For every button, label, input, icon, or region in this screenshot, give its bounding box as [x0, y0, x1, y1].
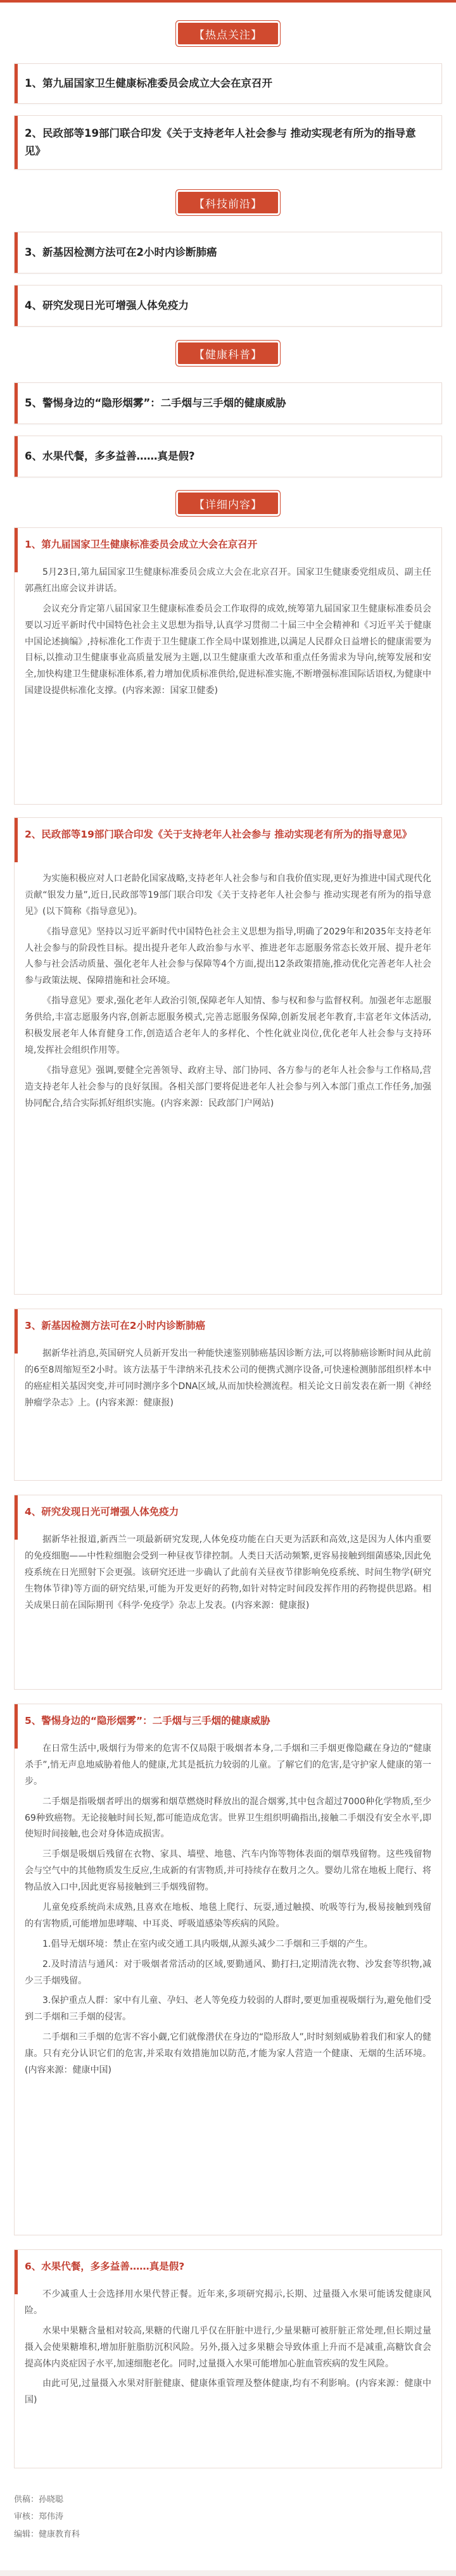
article-accent-bar: [15, 1309, 18, 1354]
toc-accent-bar: [15, 383, 18, 424]
article-paragraph: 为实施积极应对人口老龄化国家战略,支持老年人社会参与和自我价值实现,更好为推进中国式现代化贡献“银发力量”,近日,民政部等19部门联合印发《关于支持老年人社会参与 推动实现老有所为的指导意见》(以下简称《指导意见》)。: [25, 874, 431, 917]
article-paragraph: 《指导意见》坚持以习近平新时代中国特色社会主义思想为指导,明确了2029年和2035年支持老年人社会参与的阶段性目标。提出提升老年人政治参与水平、推进老年志愿服务常态长效开展、提升老年人参与社会活动质量、强化老年人社会参与保障等4个方面,提出12条政策措施,推动优化完善老年人社会参与政策法规、保障措施和社会环境。: [25, 926, 431, 986]
article-paragraph: 3.保护重点人群：家中有儿童、孕妇、老人等免疫力较弱的人群时,要更加重视吸烟行为,避免他们受到二手烟和三手烟的侵害。: [25, 1995, 431, 2023]
article-paragraph: 据新华社报道,新西兰一项最新研究发现,人体免疫功能在白天更为活跃和高效,这是因为人体内重要的免疫细胞——中性粒细胞会受到一种昼夜节律控制。人类日天活动频繁,更容易接触到细菌感染,因此免疫系统在日光照射下会更强。该研究还进一步确认了此前有关昼夜节律影响免疫系统、时间生物学(研究生物体节律)等方面的研究结果,可能为开发更好的药物,如针对特定时间段发挥作用的药物提供思路。相关成果日前在国际期刊《科学·免疫学》杂志上发表。(内容来源：健康报): [25, 1535, 431, 1611]
article-body: [25, 871, 431, 1115]
footer-credits: [14, 2491, 80, 2543]
article-paragraph: 2.及时清洁与通风：对于吸烟者常活动的区域,要勤通风、勤打扫,定期清洗衣物、沙发套等织物,减少三手烟残留。: [25, 1959, 431, 1986]
article-paragraph: 在日常生活中,吸烟行为带来的危害不仅局限于吸烟者本身,二手烟和三手烟更像隐藏在身边的“健康杀手”,悄无声息地威胁着他人的健康,尤其是抵抗力较弱的儿童。了解它们的危害,是守护家人健康的第一步。: [25, 1744, 431, 1787]
article-body: [25, 2287, 431, 2413]
article-title: 6、水果代餐，多多益善……真是假?: [25, 2261, 185, 2272]
article-card: [14, 817, 442, 1295]
article-card: [14, 1309, 442, 1481]
toc-item-label: 2、民政部等19部门联合印发《关于支持老年人社会参与 推动实现老有所为的指导意见》: [25, 127, 416, 157]
article-body: [25, 1532, 431, 1618]
footer-publisher: 编辑：健康教育科: [14, 2529, 80, 2539]
article-accent-bar: [15, 1704, 18, 1749]
article-accent-bar: [15, 1495, 18, 1540]
article-paragraph: 水果中果糖含量相对较高,果糖的代谢几乎仅在肝脏中进行,少量果糖可被肝脏正常处理,但长期过量摄入会使果糖堆积,增加肝脏脂肪沉积风险。另外,摄入过多果糖会导致体重上升而不是减重,高糖饮食会提高体内炎症因子水平,加速细胞老化。同时,过量摄入水果可能增加心脏血管疾病的发生风险。: [25, 2325, 431, 2369]
toc-item[interactable]: [14, 232, 442, 273]
toc-item-label: 4、研究发现日光可增强人体免疫力: [25, 299, 189, 311]
article-title: 1、第九届国家卫生健康标准委员会成立大会在京召开: [25, 539, 258, 550]
article-paragraph: 5月23日,第九届国家卫生健康标准委员会成立大会在北京召开。国家卫生健康委党组成员、副主任郭燕红出席会议并讲话。: [25, 567, 431, 594]
toc-item-label: 6、水果代餐，多多益善……真是假?: [25, 449, 195, 462]
article-paragraph: 二手烟是指吸烟者呼出的烟雾和烟草燃烧时释放出的混合烟雾,其中包含超过7000种化学物质,至少69种致癌物。无论接触时间长短,都可能造成危害。世界卫生组织明确指出,接触二手烟没有安全水平,即使短时间接触,也会对身体造成损害。: [25, 1796, 431, 1840]
toc-item[interactable]: [14, 382, 442, 424]
footer-editor: 供稿：孙晓聪: [14, 2495, 64, 2504]
article-body: [25, 1741, 431, 2083]
article-card: [14, 2249, 442, 2468]
article-title: 5、警惕身边的“隐形烟雾”：二手烟与三手烟的健康威胁: [25, 1715, 270, 1726]
toc-accent-bar: [15, 64, 18, 103]
article-title: 4、研究发现日光可增强人体免疫力: [25, 1506, 179, 1517]
toc-accent-bar: [15, 232, 18, 273]
article-paragraph: 1.倡导无烟环境：禁止在室内或交通工具内吸烟,从源头减少二手烟和三手烟的产生。: [42, 1938, 373, 1949]
section-header-health: 【健康科普】: [178, 342, 278, 364]
bottom-band: [0, 2570, 456, 2576]
toc-item[interactable]: [14, 436, 442, 477]
article-card: [14, 1495, 442, 1690]
article-card: [14, 1704, 442, 2235]
toc-accent-bar: [15, 286, 18, 326]
article-paragraph: 不少减重人士会选择用水果代替正餐。近年来,多项研究揭示,长期、过量摄入水果可能诱发健康风险。: [25, 2289, 431, 2316]
article-paragraph: 二手烟和三手烟的危害不容小觑,它们就像潜伏在身边的“隐形敌人”,时时刻刻威胁着我们和家人的健康。只有充分认识它们的危害,并采取有效措施加以防范,才能为家人营造一个健康、无烟的生活环境。(内容来源：健康中国): [25, 2032, 431, 2076]
article-paragraph: 儿童免疫系统尚未成熟,且喜欢在地板、地毯上爬行、玩耍,通过触摸、吮吸等行为,极易接触到残留的有害物质,可能增加患哮喘、中耳炎、呼吸道感染等疾病的风险。: [25, 1902, 431, 1929]
toc-item[interactable]: [14, 285, 442, 327]
section-header-hot: 【热点关注】: [178, 23, 278, 44]
article-title: 3、新基因检测方法可在2小时内诊断肺癌: [25, 1320, 206, 1331]
article-paragraph: 《指导意见》要求,强化老年人政治引领,保障老年人知情、参与权和参与监督权利。加强老年志愿服务供给,丰富志愿服务内容,创新志愿服务模式,完善志愿服务保障,创新发展老年教育,丰富老年文体活动,积极发展老年人体育健身工作,创造适合老年人的多样化、个性化就业岗位,优化老年人社会参与支持环境,发挥社会组织作用等。: [25, 996, 431, 1055]
article-card: [14, 527, 442, 805]
toc-item[interactable]: [14, 63, 442, 104]
toc-item[interactable]: [14, 115, 442, 170]
toc-accent-bar: [15, 436, 18, 477]
article-paragraph: 会议充分肯定第八届国家卫生健康标准委员会工作取得的成效,统筹第九届国家卫生健康标准委员会要以习近平新时代中国特色社会主义思想为指导,认真学习贯彻二十届三中全会精神和《习近平关于健康中国论述摘编》,持标准化工作责于卫生健康工作全局中谋划推进,以满足人民群众日益增长的健康需要为目标,以推动卫生健康事业高质量发展为主题,以卫生健康重大改革和重点任务需求为导向,统筹发展和安全,加快构建卫生健康标准体系,着力增加优质标准供给,促进标准实施,不断增强标准国际话语权,为健康中国建设提供标准化支撑。(内容来源：国家卫健委): [25, 603, 431, 696]
toc-accent-bar: [15, 116, 18, 169]
article-body: [25, 1346, 431, 1416]
article-title: 2、民政部等19部门联合印发《关于支持老年人社会参与 推动实现老有所为的指导意见》: [25, 829, 412, 840]
article-paragraph: 由此可见,过量摄入水果对肝脏健康、健康体重管理及整体健康,均有不利影响。(内容来源：健康中国): [25, 2378, 431, 2406]
article-paragraph: 《指导意见》强调,要健全完善领导、政府主导、部门协同、各方参与的老年人社会参与工作格局,营造支持老年人社会参与的良好氛围。各相关部门要将促进老年人社会参与列入本部门重点工作任务,加强协同配合,结合实际抓好组织实施。(内容来源：民政部门户网站): [25, 1065, 431, 1109]
article-accent-bar: [15, 2250, 18, 2294]
top-rule: [0, 0, 456, 3]
article-accent-bar: [15, 818, 18, 862]
article-paragraph: 三手烟是吸烟后残留在衣物、家具、墙壁、地毯、汽车内饰等物体表面的烟草残留物。这些残留物会与空气中的其他物质发生反应,生成新的有害物质,并可持续存在数月之久。婴幼儿常在地板上爬行、将物品放入口中,因此更容易接触到三手烟残留物。: [25, 1849, 431, 1893]
section-header-tech: 【科技前沿】: [178, 192, 278, 213]
section-header-detail: 【详细内容】: [178, 493, 278, 514]
article-accent-bar: [15, 528, 18, 572]
article-body: [25, 565, 431, 703]
toc-item-label: 1、第九届国家卫生健康标准委员会成立大会在京召开: [25, 77, 272, 89]
toc-item-label: 3、新基因检测方法可在2小时内诊断肺癌: [25, 246, 217, 258]
article-paragraph: 据新华社消息,英国研究人员新开发出一种能快速鉴别肺癌基因诊断方法,可以将肺癌诊断时间从此前的6至8周缩短至2小时。该方法基于牛津纳米孔技术公司的便携式测序设备,可快速检测肺部组织样本中的癌症相关基因突变,并可同时测序多个DNA区域,从而加快检测流程。相关论文日前发表在新一期《神经肿瘤学杂志》上。(内容来源：健康报): [25, 1348, 431, 1408]
footer-reviewer: 审核：郑伟涛: [14, 2512, 64, 2522]
toc-item-label: 5、警惕身边的“隐形烟雾”：二手烟与三手烟的健康威胁: [25, 396, 286, 409]
